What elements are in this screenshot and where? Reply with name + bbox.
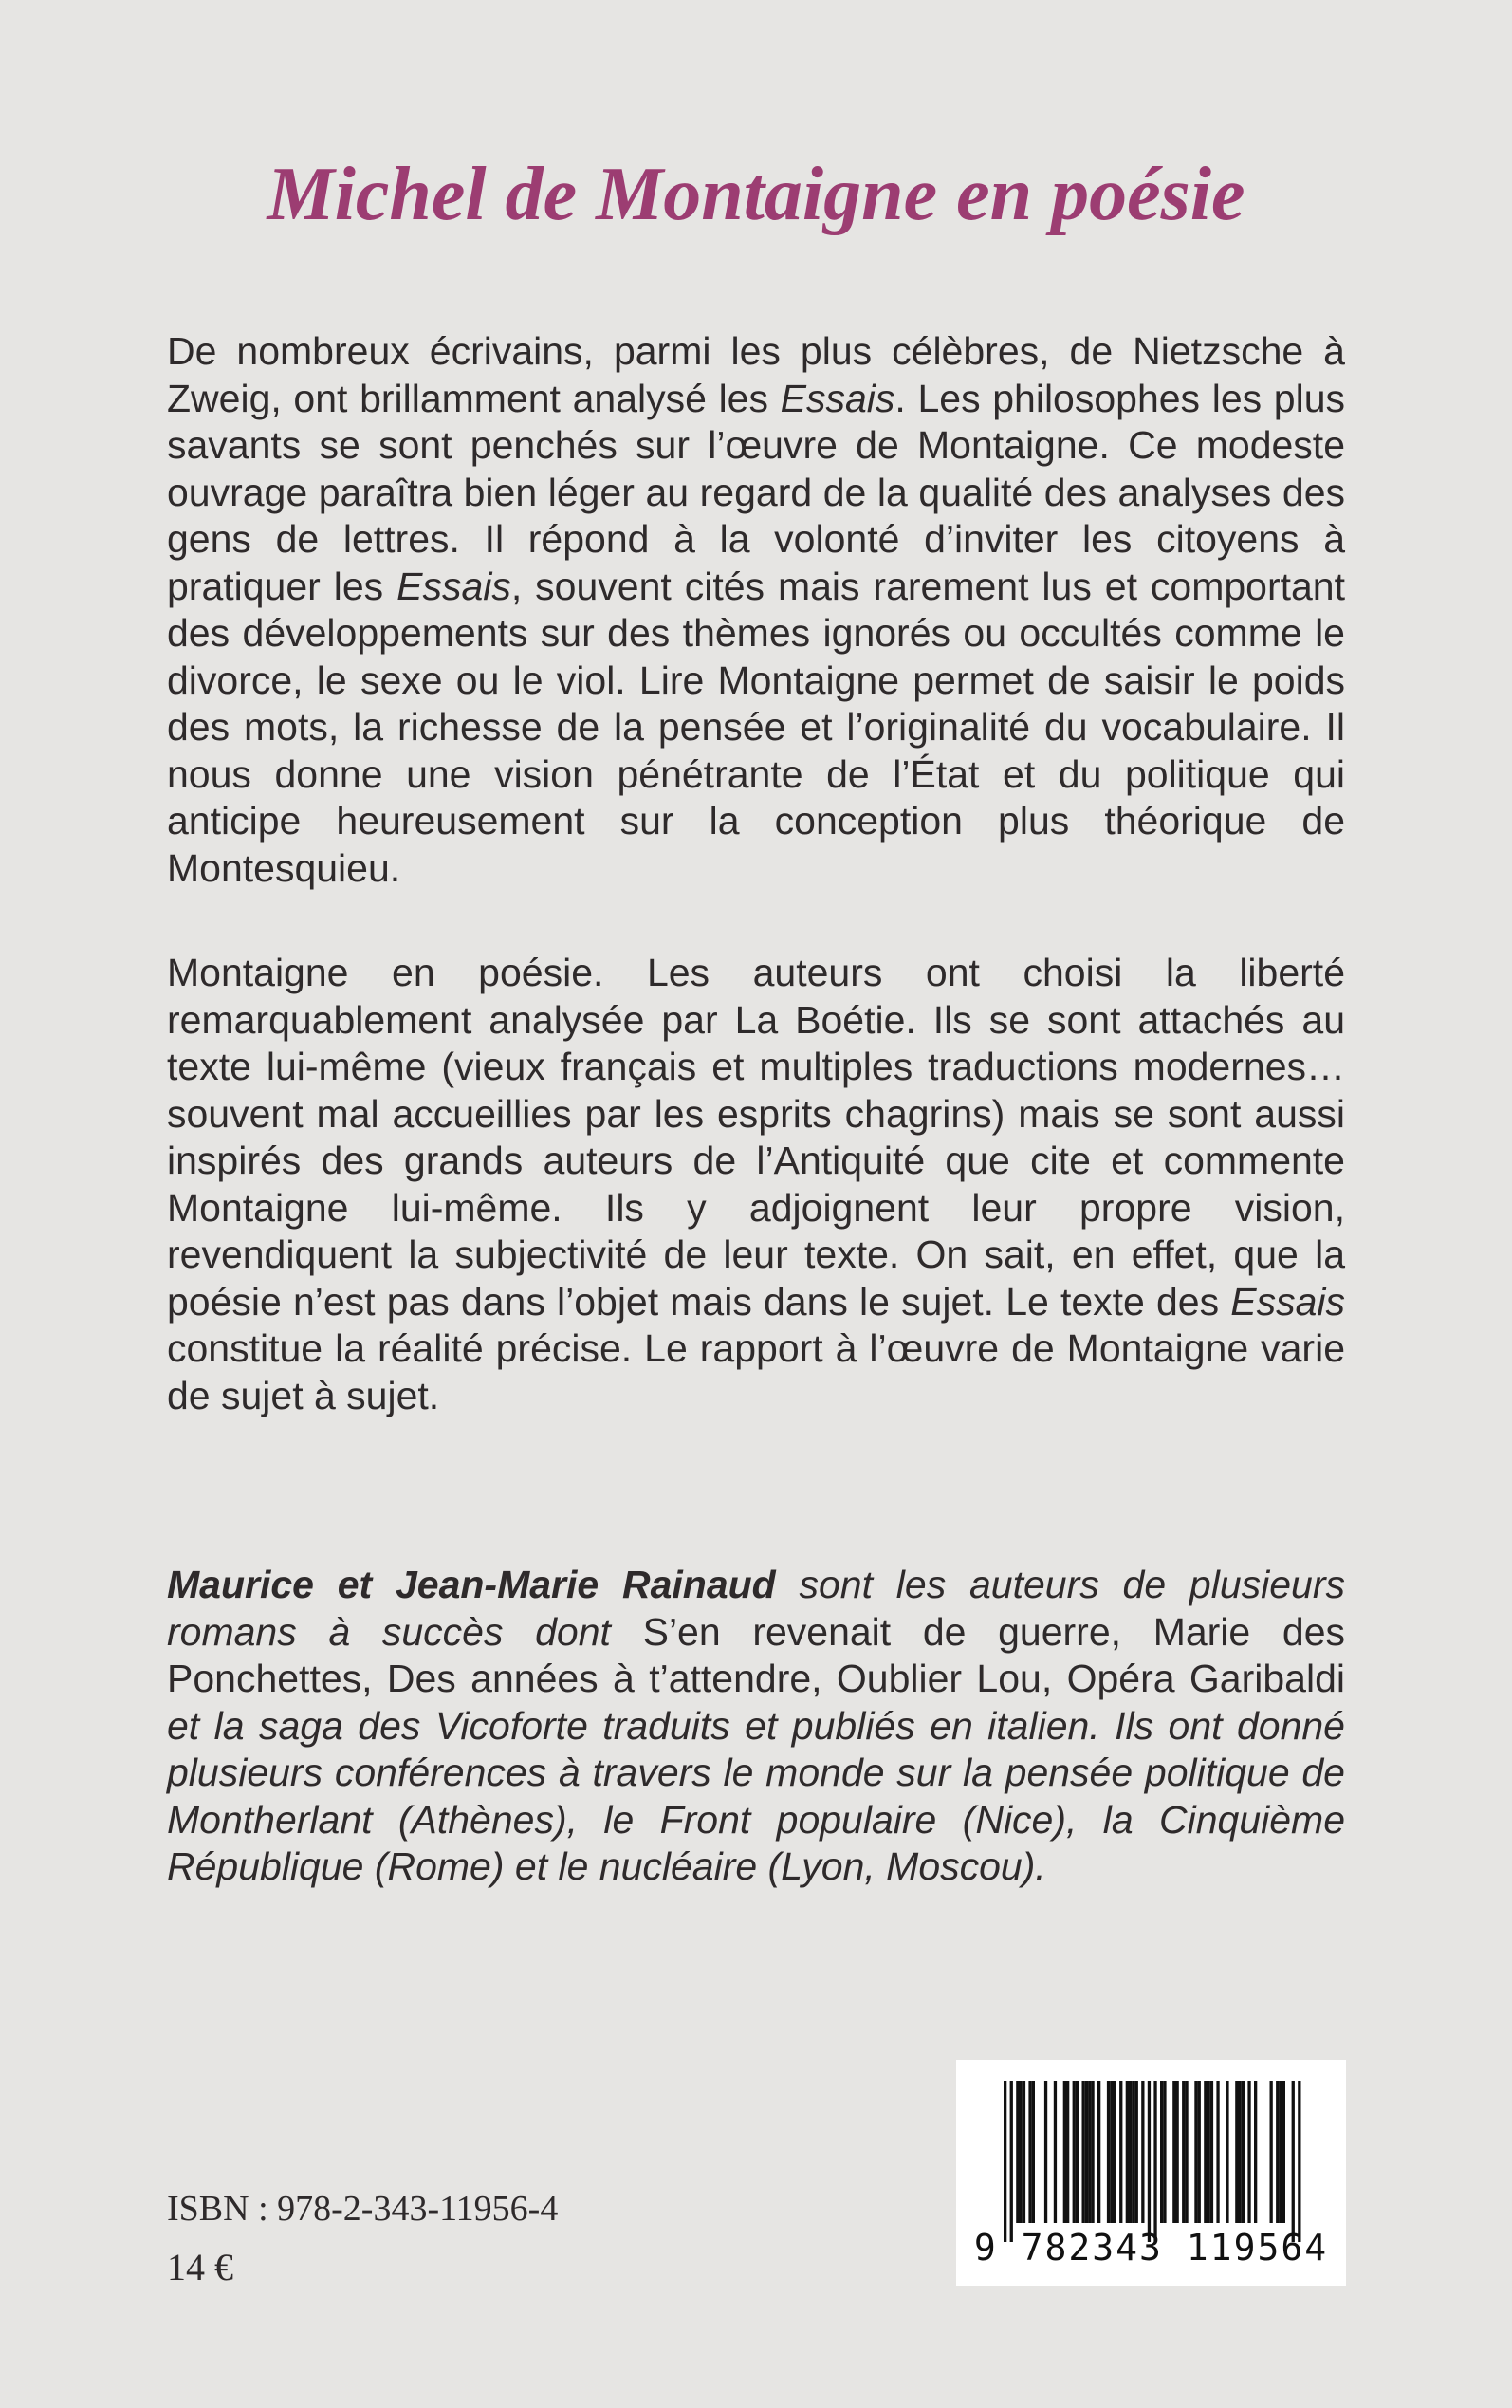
barcode-bar — [1107, 2081, 1110, 2223]
book-title: Michel de Montaigne en poésie — [267, 153, 1245, 236]
p2-essais: Essais — [1230, 1279, 1345, 1324]
barcode-bar — [1176, 2081, 1179, 2223]
barcode-bar — [1298, 2081, 1300, 2242]
barcode-bar — [1129, 2081, 1132, 2223]
p1-essais-1: Essais — [780, 376, 895, 420]
barcode-bar — [1141, 2081, 1144, 2223]
isbn-label: ISBN : 978-2-343-11956-4 — [167, 2189, 559, 2229]
barcode-bar — [1073, 2081, 1076, 2223]
author-book-titles: S’en revenait de guerre, Marie des Ponchettes, Des années à t’attendre, Oublier Lou, Opéra Garibaldi — [167, 1609, 1345, 1700]
barcode-bar — [1135, 2081, 1138, 2223]
p2-text-a: Montaigne en poésie. Les auteurs ont choisi la liberté remarquablement analysée par La Boétie. Ils se sont attachés au texte lui-même (vieux français et multiples traductions modernes… souvent mal accueillies par les esprits chagrins) mais se sont aussi inspirés des grands auteurs de l’Antiquité que cite et commente Montaigne lui-même. Ils y adjoignent leur propre vision, revendiquent la subjectivité de leur texte. On sait, en effet, que la poésie n’est pas dans l’objet mais dans le sujet. Le texte des — [167, 951, 1345, 1324]
barcode-bar — [1054, 2081, 1057, 2223]
barcode-bar — [1032, 2081, 1035, 2223]
description-paragraph-2 — [167, 950, 1345, 1419]
p2-text-b: constitue la réalité précise. Le rapport à l’œuvre de Montaigne varie de sujet à sujet. — [167, 1326, 1345, 1417]
barcode-bar — [1239, 2081, 1242, 2223]
author-bio-intro: sont les auteurs de plusieurs romans à succès dont — [167, 1563, 1345, 1654]
barcode-bar — [1126, 2081, 1129, 2223]
barcode-bar — [1194, 2081, 1197, 2223]
barcode-bar — [1235, 2081, 1238, 2223]
barcode-bar — [1242, 2081, 1245, 2223]
barcode-bar — [1076, 2081, 1079, 2223]
p1-text-b: . Les philosophes les plus savants se sont penchés sur l’œuvre de Montaigne. Ce modeste ouvrage paraîtra bien léger au regard de la qualité des analyses des gens de lettres. Il répond à la volonté d’inviter les citoyens à pratiquer les — [167, 376, 1345, 608]
barcode-bar — [1270, 2081, 1273, 2223]
barcode-bar — [1226, 2081, 1228, 2223]
barcode-bar — [1276, 2081, 1279, 2223]
barcode-bar — [1208, 2081, 1210, 2223]
author-names: Maurice et Jean-Marie Rainaud — [167, 1563, 776, 1606]
description-paragraph-1 — [167, 328, 1345, 892]
barcode-bar — [1279, 2081, 1282, 2223]
barcode-bar — [1023, 2081, 1025, 2223]
barcode-bar — [1091, 2081, 1094, 2223]
barcode-bar — [1182, 2081, 1185, 2223]
barcode-digits: 9 782343 119564 — [973, 2227, 1329, 2269]
barcode-bar — [1185, 2081, 1188, 2223]
barcode-bar — [1204, 2081, 1207, 2223]
barcode-bar — [1020, 2081, 1023, 2223]
barcode-bar — [1282, 2081, 1285, 2223]
author-bio-rest: et la saga des Vicoforte traduits et publiés en italien. Ils ont donné plusieurs conférences à travers le monde sur la pensée politique de Montherlant (Athènes), le Front populaire (Nice), la Cinquième République (Rome) et le nucléaire (Lyon, Moscou). — [167, 1703, 1345, 1888]
barcode-bar — [1004, 2081, 1006, 2242]
barcode-bar — [1119, 2081, 1122, 2223]
p1-text-a: De nombreux écrivains, parmi les plus célèbres, de Nietzsche à Zweig, ont brillamment analysé les — [167, 329, 1345, 420]
barcode-bar — [1163, 2081, 1166, 2223]
p1-essais-2: Essais — [396, 564, 511, 608]
barcode-bar — [1082, 2081, 1085, 2223]
barcode-bar — [1153, 2081, 1156, 2242]
barcode-bar — [1172, 2081, 1175, 2223]
barcode-bar — [1010, 2081, 1013, 2242]
barcode-bar — [1063, 2081, 1066, 2223]
barcode-bar — [1210, 2081, 1213, 2223]
author-bio — [167, 1562, 1345, 1891]
barcode — [956, 2060, 1346, 2286]
barcode-bar — [1216, 2081, 1219, 2223]
price-label: 14 € — [167, 2246, 233, 2288]
barcode-bar — [1114, 2081, 1116, 2223]
barcode-bar — [1254, 2081, 1257, 2223]
barcode-bar — [1044, 2081, 1047, 2223]
barcode-bar — [1110, 2081, 1113, 2223]
barcode-bar — [1028, 2081, 1031, 2223]
barcode-bar — [1198, 2081, 1201, 2223]
barcode-bar — [1132, 2081, 1134, 2223]
barcode-bar — [1088, 2081, 1091, 2223]
barcode-bar — [1160, 2081, 1163, 2223]
barcode-bar — [1016, 2081, 1019, 2223]
barcode-bar — [1148, 2081, 1151, 2242]
barcode-bar — [1066, 2081, 1069, 2223]
barcode-bar — [1097, 2081, 1100, 2223]
p1-text-c: , souvent cités mais rarement lus et comportant des développements sur des thèmes ignorés ou occultés comme le divorce, le sexe ou le viol. Lire Montaigne permet de saisir le poids des mots, la richesse de la pensée et l’originalité du vocabulaire. Il nous donne une vision pénétrante de l’État et du politique qui anticipe heureusement sur la conception plus théorique de Montesquieu. — [167, 564, 1345, 890]
barcode-bar — [1085, 2081, 1088, 2223]
barcode-bar — [1247, 2081, 1250, 2223]
barcode-bar — [1292, 2081, 1295, 2242]
